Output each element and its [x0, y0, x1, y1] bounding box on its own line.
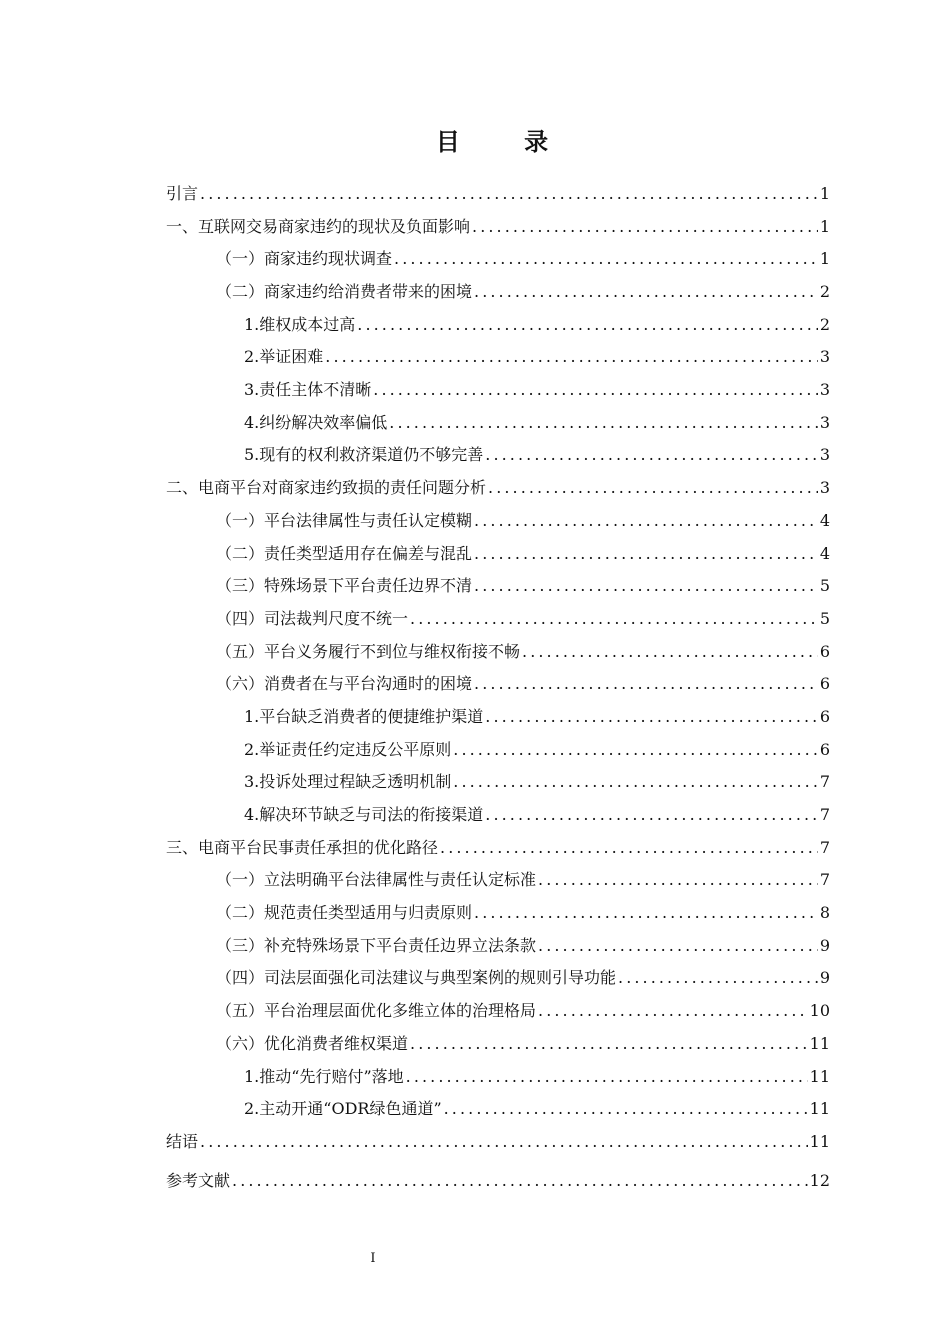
toc-entry-title: 5.现有的权利救济渠道仍不够完善	[244, 445, 484, 465]
dot-leader	[373, 374, 818, 407]
toc-entry[interactable]	[166, 374, 830, 407]
toc-entry[interactable]	[166, 407, 830, 440]
toc-entry[interactable]	[166, 995, 830, 1028]
toc-entry[interactable]	[166, 963, 830, 996]
toc-entry-title: 2.举证责任约定违反公平原则	[244, 739, 452, 759]
toc-entry-page-number: 3	[819, 412, 830, 432]
toc-entry-title: 4.解决环节缺乏与司法的衔接渠道	[244, 805, 484, 825]
toc-entry-title: （一）立法明确平台法律属性与责任认定标准	[216, 870, 537, 890]
toc-entry[interactable]	[166, 930, 830, 963]
toc-entry[interactable]	[166, 178, 830, 211]
toc-entry-page-number: 7	[819, 837, 830, 857]
toc-entry-page-number: 6	[819, 739, 830, 759]
toc-entry-title: （二）商家违约给消费者带来的困境	[216, 282, 473, 302]
toc-entry-page-number: 2	[819, 282, 830, 302]
toc-entry-page-number: 7	[819, 870, 830, 890]
dot-leader	[389, 407, 818, 440]
page-number: I	[370, 1251, 376, 1266]
toc-entry-page-number: 3	[819, 380, 830, 400]
toc-entry-title: （四）司法层面强化司法建议与典型案例的规则引导功能	[216, 968, 617, 988]
dot-leader	[357, 309, 818, 342]
dot-leader	[440, 832, 818, 865]
toc-entry-page-number: 1	[819, 183, 830, 203]
toc-entry[interactable]	[166, 1061, 830, 1094]
toc-entry[interactable]	[166, 1165, 830, 1198]
toc-entry[interactable]	[166, 341, 830, 374]
toc-entry[interactable]	[166, 603, 830, 636]
toc-entry[interactable]	[166, 276, 830, 309]
toc-entry-page-number: 11	[809, 1066, 830, 1086]
dot-leader	[406, 1061, 808, 1094]
toc-entry[interactable]	[166, 440, 830, 473]
toc-entry-title: 1.维权成本过高	[244, 314, 356, 334]
dot-leader	[394, 243, 818, 276]
toc-entry[interactable]	[166, 1093, 830, 1126]
toc-entry-title: （四）司法裁判尺度不统一	[216, 608, 409, 628]
toc-entry-page-number: 6	[819, 706, 830, 726]
toc-entry-page-number: 3	[819, 445, 830, 465]
toc-entry[interactable]	[166, 505, 830, 538]
toc-entry-page-number: 6	[819, 674, 830, 694]
dot-leader	[453, 766, 818, 799]
toc-entry-page-number: 3	[819, 478, 830, 498]
toc-entry-title: （五）平台治理层面优化多维立体的治理格局	[216, 1001, 537, 1021]
toc-entry-title: 三、电商平台民事责任承担的优化路径	[166, 837, 439, 857]
dot-leader	[488, 472, 818, 505]
toc-entry[interactable]	[166, 570, 830, 603]
toc-entry[interactable]	[166, 799, 830, 832]
toc-entry-title: （二）责任类型适用存在偏差与混乱	[216, 543, 473, 563]
toc-entry-page-number: 3	[819, 347, 830, 367]
toc-entry[interactable]	[166, 472, 830, 505]
toc-entry-title: （三）特殊场景下平台责任边界不清	[216, 576, 473, 596]
dot-leader	[410, 603, 818, 636]
dot-leader	[485, 799, 818, 832]
dot-leader	[453, 734, 818, 767]
toc-entry-page-number: 9	[819, 935, 830, 955]
toc-entry[interactable]	[166, 897, 830, 930]
toc-entry-title: 1.推动“先行赔付”落地	[244, 1066, 404, 1086]
dot-leader	[474, 570, 818, 603]
toc-entry-page-number: 4	[819, 510, 830, 530]
toc-entry-page-number: 11	[809, 1131, 830, 1151]
toc-entry[interactable]	[166, 1028, 830, 1061]
toc-entry[interactable]	[166, 701, 830, 734]
dot-leader	[538, 930, 818, 963]
toc-entry-page-number: 8	[819, 903, 830, 923]
toc-entry[interactable]	[166, 538, 830, 571]
toc-entry-page-number: 7	[819, 805, 830, 825]
dot-leader	[485, 440, 818, 473]
toc-entry-page-number: 5	[819, 576, 830, 596]
toc-entry-title: 引言	[166, 183, 199, 203]
toc-entry-title: 2.主动开通“ODR绿色通道”	[244, 1099, 442, 1119]
toc-entry-page-number: 11	[809, 1033, 830, 1053]
toc-entry[interactable]	[166, 864, 830, 897]
toc-entry-page-number: 1	[819, 249, 830, 269]
toc-entry-title: （六）优化消费者维权渠道	[216, 1033, 409, 1053]
toc-entry-page-number: 1	[819, 216, 830, 236]
toc-entry-page-number: 12	[809, 1170, 830, 1190]
toc-entry-title: 参考文献	[166, 1170, 231, 1190]
toc-entry-title: 3.责任主体不清晰	[244, 380, 372, 400]
dot-leader	[474, 505, 818, 538]
dot-leader	[325, 341, 818, 374]
toc-entry-title: （二）规范责任类型适用与归责原则	[216, 903, 473, 923]
toc-entry-title: 1.平台缺乏消费者的便捷维护渠道	[244, 706, 484, 726]
dot-leader	[538, 864, 818, 897]
dot-leader	[474, 276, 818, 309]
dot-leader	[200, 1126, 808, 1159]
dot-leader	[472, 211, 818, 244]
toc-entry-title: 3.投诉处理过程缺乏透明机制	[244, 772, 452, 792]
toc-entry-title: 二、电商平台对商家违约致损的责任问题分析	[166, 478, 487, 498]
dot-leader	[474, 668, 818, 701]
dot-leader	[538, 995, 808, 1028]
toc-entry-title: （一）平台法律属性与责任认定模糊	[216, 510, 473, 530]
toc-entry[interactable]	[166, 832, 830, 865]
toc-entry-title: 4.纠纷解决效率偏低	[244, 412, 388, 432]
toc-entry-page-number: 9	[819, 968, 830, 988]
dot-leader	[522, 636, 818, 669]
toc-entry[interactable]	[166, 766, 830, 799]
toc-entry[interactable]	[166, 668, 830, 701]
dot-leader	[474, 538, 818, 571]
toc-entry-title: 一、互联网交易商家违约的现状及负面影响	[166, 216, 471, 236]
toc-entry[interactable]	[166, 636, 830, 669]
toc-entry-page-number: 11	[809, 1099, 830, 1119]
toc-entry-title: （三）补充特殊场景下平台责任边界立法条款	[216, 935, 537, 955]
toc-entry-title: 结语	[166, 1131, 199, 1151]
toc-entry-title: 2.举证困难	[244, 347, 324, 367]
toc-entry[interactable]	[166, 734, 830, 767]
toc-entry-page-number: 10	[809, 1001, 830, 1021]
dot-leader	[618, 963, 818, 996]
toc-entry-page-number: 2	[819, 314, 830, 334]
toc-entry-page-number: 6	[819, 641, 830, 661]
toc-entry[interactable]	[166, 309, 830, 342]
toc-entry-page-number: 4	[819, 543, 830, 563]
table-of-contents	[166, 178, 830, 1197]
dot-leader	[232, 1165, 808, 1198]
toc-entry-title: （六）消费者在与平台沟通时的困境	[216, 674, 473, 694]
toc-entry-title: （五）平台义务履行不到位与维权衔接不畅	[216, 641, 521, 661]
dot-leader	[410, 1028, 808, 1061]
toc-entry[interactable]	[166, 211, 830, 244]
toc-entry[interactable]	[166, 1126, 830, 1159]
toc-entry-title: （一）商家违约现状调查	[216, 249, 393, 269]
dot-leader	[485, 701, 818, 734]
toc-entry[interactable]	[166, 243, 830, 276]
dot-leader	[444, 1093, 808, 1126]
dot-leader	[200, 178, 818, 211]
dot-leader	[474, 897, 818, 930]
page-title: 目 录	[435, 127, 577, 156]
toc-entry-page-number: 7	[819, 772, 830, 792]
toc-entry-page-number: 5	[819, 608, 830, 628]
